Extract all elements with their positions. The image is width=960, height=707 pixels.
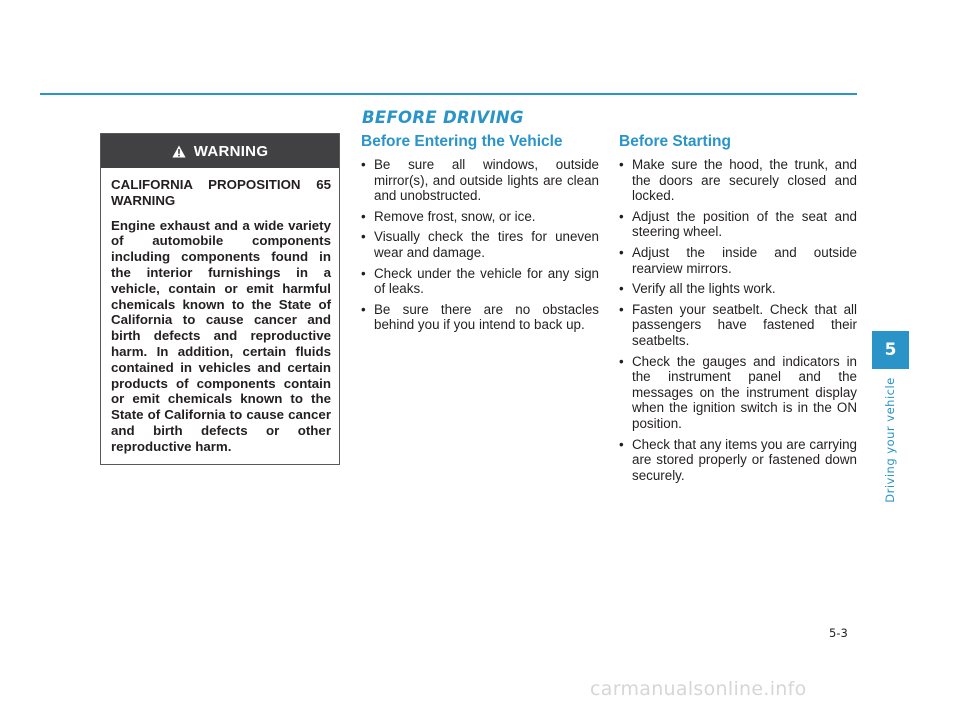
before-starting-section [619,133,857,488]
warning-box [100,133,340,465]
section-title: BEFORE DRIVING [362,108,524,127]
list-item: • Verify all the lights work. [619,281,857,297]
list-item: • Be sure there are no obstacles behind you if you intend to back up. [361,302,599,333]
list-item: • Adjust the position of the seat and steering wheel. [619,209,857,240]
page-number: 5-3 [829,626,848,640]
list-item: • Visually check the tires for uneven wear and damage. [361,229,599,260]
before-entering-heading: Before Entering the Vehicle [361,133,563,150]
list-item: • Adjust the inside and outside rearview mirrors. [619,245,857,276]
warning-paragraph: CALIFORNIA PROPOSITION 65 WARNING [111,177,331,208]
before-starting-heading: Before Starting [619,133,731,150]
warning-paragraph: Engine exhaust and a wide variety of automobile components including components found in the interior furnishings in a vehicle, contain or emit harmful chemicals known to the State of California to cause cancer and birth defects and reproductive harm. In addition, certain fluids contained in vehicles and certain products of components contain or emit chemicals known to the State of California to cause cancer and birth defects or other reproductive harm. [111,217,331,454]
before-entering-section [361,133,599,338]
watermark: carmanualsonline.info [590,678,807,700]
warning-title: WARNING [193,142,269,160]
chapter-title-label: Driving your vehicle [883,377,897,503]
list-item: • Check the gauges and indicators in the instrument panel and the messages on the instrument display when the ignition switch is in the ON position. [619,354,857,432]
before-starting-list [619,157,857,483]
top-rule [40,93,857,95]
warning-triangle-icon [172,145,186,158]
list-item: • Be sure all windows, outside mirror(s), and outside lights are clean and unobstructed. [361,157,599,204]
list-item: • Check that any items you are carrying are stored properly or fastened down securely. [619,437,857,484]
list-item: • Check under the vehicle for any sign of leaks. [361,266,599,297]
warning-body [101,168,339,455]
chapter-number-tab: 5 [872,331,909,369]
list-item: • Remove frost, snow, or ice. [361,209,599,225]
list-item: • Make sure the hood, the trunk, and the doors are securely closed and locked. [619,157,857,204]
list-item: • Fasten your seatbelt. Check that all passengers have fastened their seatbelts. [619,302,857,349]
warning-header [101,134,339,168]
before-entering-list [361,157,599,333]
